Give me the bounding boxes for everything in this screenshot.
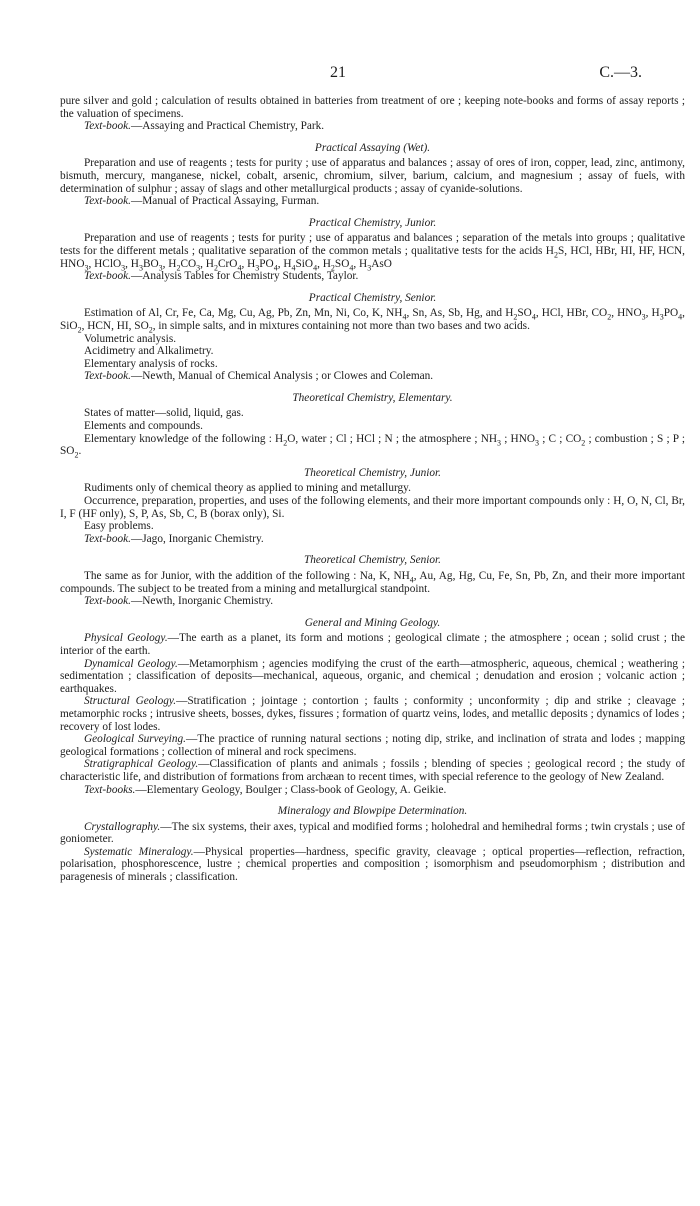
geology-paragraph: Dynamical Geology.—Metamorphism ; agencies modifying the crust of the earth—atmospheric, aqueous, chemical ; weathering ; sedimentation ; classification of deposits—mechanical, aqueous, organic, and chemical ; denudation and erosion ; volcanic action ; earthquakes. — [60, 657, 685, 695]
textbook-title: —Newth, Manual of Chemical Analysis ; or Clowes and Coleman. — [130, 370, 434, 383]
textbook-title: —Manual of Practical Assaying, Furman. — [130, 195, 320, 208]
textbook-title: —Jago, Inorganic Chemistry. — [130, 532, 264, 545]
mineralogy-paragraph: Crystallography.—The six systems, their axes, typical and modified forms ; holohedral and hemihedral forms ; twin crystals ; use of goniometer. — [60, 820, 685, 846]
intro-paragraph: pure silver and gold ; calculation of results obtained in batteries from treatment of ore ; keeping note-books and forms of assay reports ; the valuation of specimens. — [60, 95, 685, 120]
geology-paragraph: Structural Geology.—Stratification ; jointage ; contortion ; faults ; conformity ; unconformity ; dip and strike ; cleavage ; metamorphic rocks ; intrusive sheets, bosses, dykes, fissures ; formation of quartz veins, lodes, and metallic deposits ; dynamics of lodes ; recovery of lost lodes. — [60, 695, 685, 733]
textbook-label: Text-book. — [84, 120, 131, 133]
practical-chemistry-junior-textbook — [60, 270, 685, 283]
section-title-practical-assaying-wet: Practical Assaying (Wet). — [314, 141, 431, 154]
elementary-knowledge-paragraph: Elementary knowledge of the following : $H_2O$, water ; Cl ; HCl ; N ; the atmosphere ; $NH_3$ ; $HNO_3$ ; C ; $CO_2$ ; combustion ; S ; P ; $SO_2$. — [60, 432, 685, 460]
page-header — [0, 64, 700, 84]
list-item: Elementary analysis of rocks. — [84, 357, 218, 370]
section-title-practical-chemistry-senior: Practical Chemistry, Senior. — [308, 291, 437, 304]
theoretical-chemistry-senior-paragraph: The same as for Junior, with the addition of the following : Na, K, $NH_4$, Au, Ag, Hg, Cu, Fe, Sn, Pb, Zn, and their more important compounds. The subject to be treated from a mining and metallurgical standpoint. — [60, 570, 685, 595]
theoretical-chemistry-junior-paragraph: Occurrence, preparation, properties, and uses of the following elements, and their more important compounds only : H, O, N, Cl, Br, I, F (HF only), S, P, As, Sb, C, B (borax only), Si. — [60, 495, 685, 520]
topic-label: Physical Geology. — [84, 632, 168, 645]
topic-label: Structural Geology. — [84, 695, 177, 708]
acid-formula-list: $H_2S$, HCl, HBr, HI, HF, HCN, $HNO_3$, HClO$_3$, $H_3BO_3$, $H_2CO_3$, $H_2CrO_4$, $H_3PO_4$, $H_4SiO_4$, $H_2SO_4$, $H_3AsO$ — [60, 244, 686, 272]
topic-label: Stratigraphical Geology. — [84, 758, 199, 771]
section-title-theoretical-chemistry-elementary: Theoretical Chemistry, Elementary. — [292, 391, 453, 404]
textbook-label: Text-book. — [84, 595, 131, 608]
geology-paragraph: Stratigraphical Geology.—Classification of plants and animals ; fossils ; blending of species ; geological record ; the study of characteristic life, and distribution of formations from archæan to recent times, with special reference to the geology of New Zealand. — [60, 758, 685, 783]
section-title-practical-chemistry-junior: Practical Chemistry, Junior. — [308, 216, 437, 229]
practical-chemistry-junior-paragraph — [60, 232, 685, 270]
practical-chemistry-senior-paragraph: Estimation of Al, Cr, Fe, Ca, Mg, Cu, Ag, Pb, Zn, Mn, Ni, Co, K, $NH_4$, Sn, As, Sb, Hg, and $H_2SO_4$, HCl, HBr, $CO_2$, $HNO_3$, $H_3PO_4$, SiO$_2$, HCN, HI, $SO_2$, in simple salts, and in mixtures containing not more than two bases and two acids. — [60, 307, 685, 335]
geology-textbook — [60, 784, 685, 797]
intro-textbook — [60, 120, 685, 133]
textbook-label: Text-book. — [84, 195, 131, 208]
textbook-title: —Elementary Geology, Boulger ; Class-book of Geology, A. Geikie. — [135, 783, 447, 796]
list-item: Easy problems. — [84, 520, 154, 533]
list-item: Volumetric analysis. — [84, 332, 177, 345]
topic-label: Dynamical Geology. — [84, 657, 178, 670]
mineralogy-paragraph: Systematic Mineralogy.—Physical properties—hardness, specific gravity, cleavage ; optical properties—reflection, refraction, polarisation, phosphorescence, lustre ; chemical properties and composition ; isomorphism and pseudomorphism ; distribution and paragenesis of minerals ; classification. — [60, 845, 685, 884]
theoretical-chemistry-junior-textbook — [60, 533, 685, 546]
textbook-label: Text-books. — [84, 783, 136, 796]
list-item: Rudiments only of chemical theory as applied to mining and metallurgy. — [84, 482, 411, 495]
textbook-title: —Analysis Tables for Chemistry Students, Taylor. — [130, 270, 359, 283]
document-code: C.—3. — [599, 64, 642, 81]
theoretical-chemistry-senior-textbook — [60, 595, 685, 608]
topic-label: Systematic Mineralogy. — [84, 845, 194, 858]
topic-label: Geological Surveying. — [84, 733, 186, 746]
page-body — [60, 95, 685, 884]
textbook-title: —Newth, Inorganic Chemistry. — [130, 595, 274, 608]
practical-assaying-paragraph: Preparation and use of reagents ; tests for purity ; use of apparatus and balances ; assay of ores of iron, copper, lead, zinc, antimony, bismuth, mercury, manganese, nickel, cobalt, arsenic, chromium, silver, barium, calcium, and magnesium ; assay of fuels, with determination of sulphur ; assay of slags and other metallurgical products ; assay of cyanide-solutions. — [60, 157, 685, 195]
list-item: Elements and compounds. — [84, 420, 203, 433]
textbook-label: Text-book. — [84, 270, 131, 283]
section-title-general-and-mining-geology: General and Mining Geology. — [304, 616, 441, 629]
geology-paragraph: Geological Surveying.—The practice of running natural sections ; noting dip, strike, and inclination of strata and lodes ; mapping geological formations ; collection of mineral and rock specimens. — [60, 733, 685, 758]
practical-chemistry-senior-textbook — [60, 370, 685, 383]
page-number: 21 — [330, 64, 346, 81]
textbook-label: Text-book. — [84, 370, 131, 383]
topic-label: Crystallography. — [84, 820, 161, 833]
practical-assaying-textbook — [60, 195, 685, 208]
textbook-label: Text-book. — [84, 532, 131, 545]
geology-paragraph: Physical Geology.—The earth as a planet, its form and motions ; geological climate ; the atmosphere ; ocean ; solid crust ; the interior of the earth. — [60, 632, 685, 657]
list-item: States of matter—solid, liquid, gas. — [84, 407, 244, 420]
section-title-theoretical-chemistry-senior: Theoretical Chemistry, Senior. — [303, 554, 442, 567]
list-item: Acidimetry and Alkalimetry. — [84, 345, 214, 358]
section-title-theoretical-chemistry-junior: Theoretical Chemistry, Junior. — [303, 466, 442, 479]
textbook-title: —Assaying and Practical Chemistry, Park. — [130, 120, 325, 133]
paragraph-text: Preparation and use of reagents ; tests for purity ; use of apparatus and balances ; separation of the metals into groups ; qualitative tests for the different metals ; qualitative separation of the common metals ; qualitative tests for the acids — [60, 232, 685, 257]
section-title-mineralogy-and-blowpipe: Mineralogy and Blowpipe Determination. — [277, 805, 468, 818]
